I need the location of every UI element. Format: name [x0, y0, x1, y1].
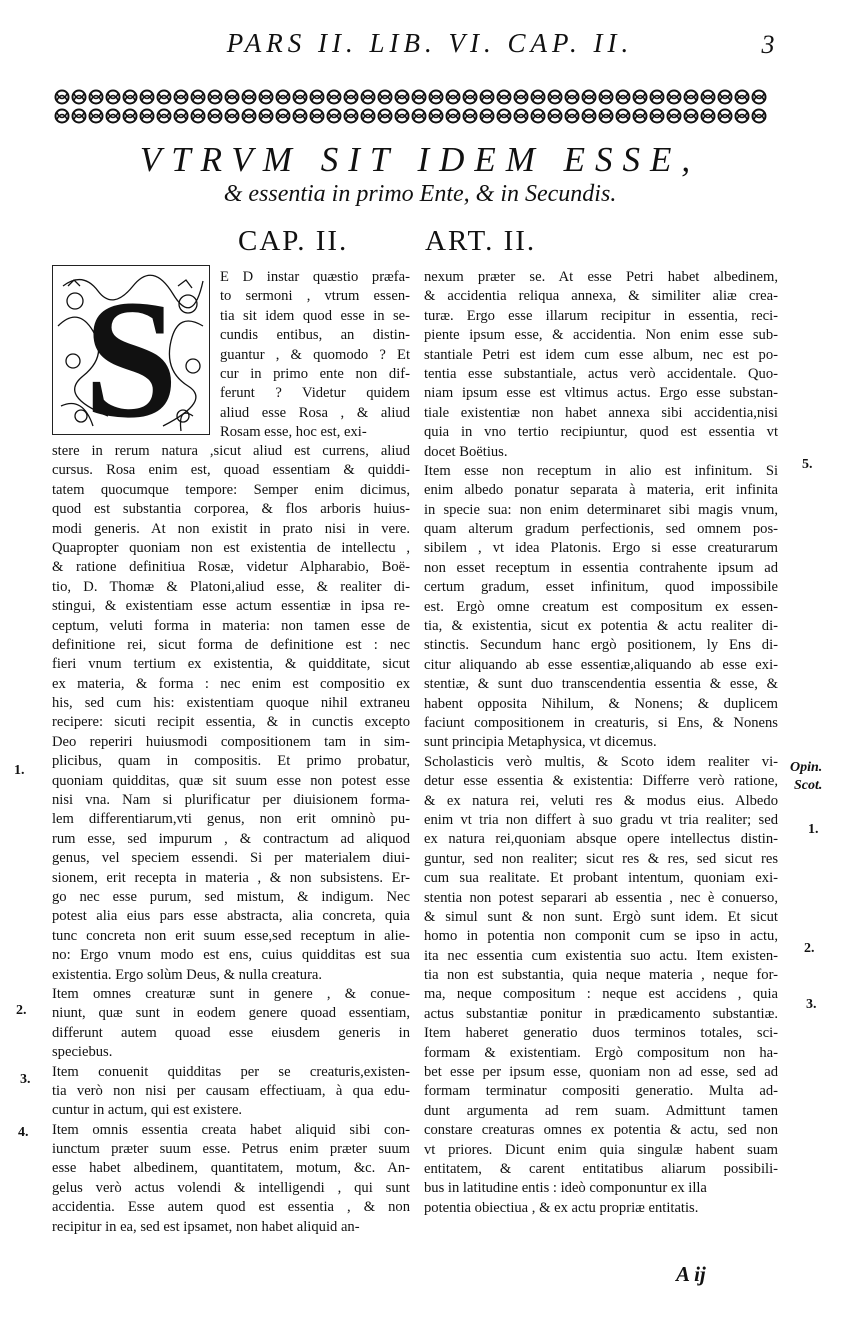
text-line: in specie sua: non enim determinaret sibi magis vnum,	[424, 501, 778, 518]
ornament-knot	[124, 110, 137, 123]
ornament-knot	[158, 110, 171, 123]
text-line: Item conuenit quidditas per se creaturis,existen-	[52, 1063, 410, 1080]
ornament-knot	[736, 91, 749, 104]
text-line: cur in primo ente non dif-	[220, 365, 410, 382]
ornament-knot	[175, 91, 188, 104]
text-line: go nec esse purum, sed mistum, & indigum. Nec	[52, 888, 410, 905]
ornament-knot	[277, 91, 290, 104]
text-line: tia sit idem quod esse in se-	[220, 307, 410, 324]
text-line: dunt argumenta ad rem suam. Admittunt tamen	[424, 1102, 778, 1119]
page-number: 3	[761, 30, 775, 59]
chapter-number: CAP. II.	[238, 225, 349, 257]
left-column	[52, 442, 410, 1237]
ornament-knot	[498, 110, 511, 123]
text-line: sionem, erit recepta in materia , & non subsistens. Er-	[52, 869, 410, 886]
text-line: cuntur in actum, qui est existere.	[52, 1102, 243, 1119]
ornament-knot	[549, 110, 562, 123]
text-line: recipere: sicuti recipit essentia, & in cunctis excepto	[52, 714, 410, 731]
ornament-knot	[107, 91, 120, 104]
text-line: quam alterum gradum perfectionis, sed omnem pos-	[424, 521, 778, 538]
ornament-knot	[56, 91, 69, 104]
running-head: PARS II. LIB. VI. CAP. II.	[226, 28, 634, 58]
text-line: tentia esse substantiale, actus verò accidentale. Quo-	[424, 365, 778, 382]
ornament-knot	[753, 110, 766, 123]
ornament-knot	[481, 110, 494, 123]
ornament-knot	[702, 110, 715, 123]
chapter-title: VTRVM SIT IDEM ESSE,	[139, 140, 701, 179]
text-line: non esset receptum in essentia contrahente ipsum ad	[424, 559, 778, 576]
text-line: quoniam quidditas, quæ sit suum esse non potest esse	[52, 772, 410, 789]
text-line: vt priores. Dicunt enim quia singulæ habent suam	[424, 1141, 778, 1158]
margin-note: 3.	[20, 1072, 31, 1087]
text-line: modi generis. At non existit in prato nisi in vere.	[52, 520, 410, 537]
text-line: potest alia eius pars esse abstracta, alia concreta, quia	[52, 908, 410, 925]
text-line: ferunt ? Videtur quidem	[220, 385, 410, 402]
ornament-knot	[362, 91, 375, 104]
ornament-knot	[719, 110, 732, 123]
ornament-knot	[345, 91, 358, 104]
text-line: existentia. Ergo solùm Deus, & nulla creatura.	[52, 966, 323, 983]
text-line: constare creaturas omnes ex potentia & actu, sed non	[424, 1122, 778, 1139]
margin-note: Scot.	[794, 778, 823, 793]
left-column-beside-initial	[220, 268, 410, 443]
text-line: fieri vnum tertium ex existentia, & quidditate, sicut	[52, 656, 410, 673]
text-line: cundis entibus, an distin-	[220, 327, 410, 344]
text-line: to sermoni , vtrum essen-	[220, 288, 410, 305]
ornament-knot	[413, 91, 426, 104]
ornament-knot	[753, 91, 766, 104]
text-line: stantiale Petri est idem cum esse album, nec est po-	[424, 346, 778, 363]
ornament-knot	[702, 91, 715, 104]
ornament-knot	[141, 110, 154, 123]
text-line: iunctum præter suum esse. Petrus enim præter suum	[52, 1141, 410, 1158]
ornament-knot	[617, 110, 630, 123]
ornament-knot	[651, 110, 664, 123]
text-line: certum gradum, esset infinitum, quod impossibile	[424, 579, 778, 596]
text-line: esse habet albedinem, quantitatem, motum, &c. An-	[52, 1160, 410, 1177]
text-line: stentia non potest separari ab essentia , nec è conuerso,	[424, 889, 778, 906]
text-line: ex natura rei,quoniam absque opere intellectus distin-	[424, 831, 778, 848]
margin-note: 3.	[806, 997, 817, 1012]
ornament-knot	[583, 110, 596, 123]
ornament-knot	[192, 110, 205, 123]
text-line: niunt, quæ sunt in eodem genere quoad essentiam,	[52, 1005, 410, 1022]
ornament-knot	[226, 91, 239, 104]
text-line: & accidentia reliqua annexa, & similiter aliæ crea-	[424, 288, 778, 305]
ornament-knot	[736, 110, 749, 123]
text-line: ceptum, veluti forma in materia: non tamen esse de	[52, 617, 410, 634]
ornament-knot	[685, 110, 698, 123]
text-line: cursus. Rosa enim est, quoad essentiam & quiddi-	[52, 462, 410, 479]
ornament-knot	[413, 110, 426, 123]
ornament-knot	[464, 91, 477, 104]
text-line: his, sed cum his: existentiam quoque nihil extraneu	[52, 695, 410, 712]
ornament-knot	[447, 110, 460, 123]
text-line: potentia obiectiua , & ex actu propriæ entitatis.	[424, 1199, 699, 1216]
ornament-knot	[634, 91, 647, 104]
text-line: Item omnis essentia creata habet aliquid sibi con-	[52, 1121, 410, 1138]
text-line: piente ipsum esse, & accidentia. Non enim esse sub-	[424, 327, 778, 344]
ornament-knot	[515, 91, 528, 104]
text-line: sunt principia Metaphysica, vt dicemus.	[424, 734, 657, 751]
text-line: bet esse per ipsum esse, quoniam non ad esse, sed ad	[424, 1064, 778, 1081]
text-line: formam terminatur compositi generatio. Multa ad-	[424, 1083, 778, 1100]
ornament-knot	[464, 110, 477, 123]
text-line: stere in rerum natura ,sicut aliud est currens, aliud	[52, 443, 410, 459]
ornament-knot	[158, 91, 171, 104]
text-line: habent opposita Nihilum, & Nonens; & duplicem	[424, 695, 778, 712]
ornament-knot	[532, 110, 545, 123]
ornament-knot	[209, 91, 222, 104]
ornament-knot	[532, 91, 545, 104]
text-line: rum esse, sed impurum , & contractum ad aliquod	[52, 830, 410, 847]
ornament-knot	[600, 110, 613, 123]
signature-mark: A ij	[676, 1262, 706, 1286]
ornament-knot	[634, 110, 647, 123]
text-line: tia, & existentia, sicut ex potentia & actu realiter di-	[424, 618, 778, 635]
ornament-knot	[396, 110, 409, 123]
ornament-knot	[549, 91, 562, 104]
text-line: guantur , & quomodo ? Et	[220, 346, 410, 363]
text-line: docet Boëtius.	[424, 443, 508, 460]
ornament-knot	[209, 110, 222, 123]
text-line: homo in potentia non componit cum se ipso in actu,	[424, 928, 778, 945]
text-line: Scholasticis verò multis, & Scoto idem realiter vi-	[424, 753, 778, 770]
article-number: ART. II.	[425, 225, 537, 257]
text-line: Item haberet generatio duos terminos totales, sci-	[424, 1025, 778, 1042]
text-line: no: Ergo vnum modo est ens, cuius quidditas est sua	[52, 947, 410, 964]
ornament-knot	[226, 110, 239, 123]
ornament-knot	[583, 91, 596, 104]
text-line: entitatem, & carent entitatibus aliarum possibili-	[424, 1160, 778, 1177]
text-line: Item omnes creaturæ sunt in genere , & conue-	[52, 985, 410, 1002]
ornament-knot	[685, 91, 698, 104]
ornament-knot	[379, 110, 392, 123]
ornament-knot	[481, 91, 494, 104]
decorated-initial	[52, 265, 210, 435]
margin-note: 2.	[16, 1003, 27, 1018]
ornament-knot	[617, 91, 630, 104]
ornament-knot	[243, 110, 256, 123]
text-line: Quapropter quoniam non est existentia de intellectu ,	[52, 539, 410, 556]
ornament-knot	[294, 110, 307, 123]
margin-note: 5.	[802, 457, 813, 472]
text-line: genus, vel speciem essendi. Si per materialem diui-	[52, 850, 410, 867]
ornament-knot	[668, 91, 681, 104]
text-line: tiale existentiæ non habet annexa sibi accidentia,nisi	[424, 404, 778, 421]
text-line: Rosam esse, hoc est, exi-	[220, 424, 367, 441]
margin-note: 4.	[18, 1125, 29, 1140]
text-line: turæ. Ergo esse illarum recipitur in essentia, reci-	[424, 307, 778, 324]
text-line: tio, D. Thomæ & Platoni,aliud esse, & realiter di-	[52, 578, 410, 595]
text-line: definitione rei, sicut forma de definitione est : nec	[52, 636, 410, 653]
ornament-knot	[277, 110, 290, 123]
ornament-knot	[379, 91, 392, 104]
text-line: accidentia. Esse autem quod est essentia , & non	[52, 1199, 410, 1216]
margin-note: 1.	[808, 822, 819, 837]
ornament-knot	[90, 91, 103, 104]
text-line: niam ipsum esse est vltimus actus. Ergo esse substan-	[424, 385, 778, 402]
text-line: nisi vna. Nam si plurificatur per diuisionem forma-	[52, 792, 410, 809]
ornament-knot	[345, 110, 358, 123]
text-line: differunt autem quoad esse eiusdem generis in	[52, 1024, 410, 1041]
text-line: ma, neque compositum : neque est accidens , quia	[424, 986, 778, 1003]
margin-note: Opin.	[790, 760, 823, 775]
text-line: cum sua realitate. Et probant intentum, quoniam exi-	[424, 870, 778, 887]
ornament-knot	[260, 91, 273, 104]
text-line: actus substantiæ ponitur in prædicamento substantiæ.	[424, 1005, 778, 1022]
text-line: E D instar quæstio præfa-	[220, 269, 410, 285]
text-line: quia in vno tertio recipiuntur, quod est essentia vt	[424, 424, 778, 441]
ornament-knot	[566, 110, 579, 123]
text-line: sibilem , vt idea Platonis. Ergo si esse creaturarum	[424, 540, 778, 557]
text-line: est. Ergò omne creatum est compositum ex essen-	[424, 598, 778, 615]
text-line: & ratione definitiua Rosæ, videtur Alpharabio, Boë-	[52, 559, 410, 576]
ornament-knot	[107, 110, 120, 123]
ornament-knot	[430, 110, 443, 123]
ornament-knot	[243, 91, 256, 104]
ornament-knot	[56, 110, 69, 123]
ornament-knot	[515, 110, 528, 123]
text-line: gelus verò actus volendi & intelligendi , qui sunt	[52, 1179, 410, 1196]
text-line: ex materia, & forma : nec enim est compositio ex	[52, 675, 410, 692]
ornament-knot	[260, 110, 273, 123]
text-line: lem differentiarum,vti genus, non erit omninò pu-	[52, 811, 410, 828]
text-line: tunc concreta non erit suum esse,sed receptum in alie-	[52, 927, 410, 944]
text-line: stingui, & existentiam esse actum essentiæ in ipsa re-	[52, 598, 410, 615]
ornament-knot	[141, 91, 154, 104]
ornament-knot	[73, 110, 86, 123]
ornament-knot	[192, 91, 205, 104]
text-line: citur aliquando ab esse essentiæ,aliquando ab esse exi-	[424, 656, 778, 673]
text-line: enim albedo ponatur separata à materia, erit infinita	[424, 482, 778, 499]
text-line: stinctis. Secundum hanc ergò positionem, ly Ens di-	[424, 637, 778, 654]
text-line: detur esse essentia & existentia: Differre verò ratione,	[424, 773, 778, 790]
text-line: faciunt compositionem in creaturis, si Ens, & Nonens	[424, 714, 778, 731]
text-line: plicibus, quam in compositis. Et primo probatur,	[52, 753, 410, 770]
text-line: & simul sunt & non sunt. Ergò sunt idem. Et sicut	[424, 908, 778, 925]
ornament-knot	[396, 91, 409, 104]
text-line: formam & existentiam. Ergò compositum non ha-	[424, 1044, 778, 1061]
text-line: speciebus.	[52, 1044, 113, 1061]
ornament-knot	[328, 110, 341, 123]
ornament-knot	[294, 91, 307, 104]
ornament-knot	[90, 110, 103, 123]
ornament-knot	[73, 91, 86, 104]
text-line: Item esse non receptum in alio est infinitum. Si	[424, 462, 778, 479]
ornament-knot	[668, 110, 681, 123]
ornament-knot	[430, 91, 443, 104]
ornament-knot	[362, 110, 375, 123]
text-line: & ex natura rei, veluti res & modus eius. Albedo	[424, 792, 778, 809]
ornament-band	[52, 88, 775, 126]
text-line: guntur, sed non realiter; sicut res & res, sed sicut res	[424, 850, 778, 867]
text-line: enim vt tria non differt à suo gradu vt tria realiter; sed	[424, 811, 778, 828]
ornament-knot	[566, 91, 579, 104]
chapter-subtitle: & essentia in primo Ente, & in Secundis.	[223, 181, 617, 207]
text-line: tia verò non nisi per causam effectiuam, à qua edu-	[52, 1082, 410, 1099]
svg-text:S: S	[83, 266, 179, 434]
margin-note: 2.	[804, 941, 815, 956]
right-column	[424, 268, 778, 1218]
text-line: tatem quocumque tempore: Semper enim dicimus,	[52, 481, 410, 498]
ornament-knot	[311, 110, 324, 123]
text-line: ita nec essentia cum existentia suo actu. Item existen-	[424, 947, 778, 964]
ornament-knot	[447, 91, 460, 104]
text-line: Deo reperiri huiusmodi compositionem tam in sim-	[52, 733, 410, 750]
text-line: bus in latitudine entis : ideò componuntur ex illa	[424, 1180, 707, 1197]
ornament-knot	[719, 91, 732, 104]
text-line: stentiæ, & sunt duo transcendentia essentia & esse, &	[424, 676, 778, 693]
ornament-knot	[175, 110, 188, 123]
ornament-knot	[651, 91, 664, 104]
ornament-knot	[311, 91, 324, 104]
ornament-knot	[328, 91, 341, 104]
ornament-knot	[600, 91, 613, 104]
ornament-knot	[124, 91, 137, 104]
text-line: recipitur in ea, sed est ipsamet, non habet aliquid an-	[52, 1218, 360, 1235]
margin-note: 1.	[14, 763, 25, 778]
text-line: aliud esse Rosa , & aliud	[220, 404, 410, 421]
ornament-knot	[498, 91, 511, 104]
text-line: nexum præter se. At esse Petri habet albedinem,	[424, 269, 778, 285]
text-line: tia non est substantia, quia neque materia , neque for-	[424, 967, 778, 984]
text-line: quod est substantia corporea, & flos arboris huius-	[52, 501, 410, 518]
